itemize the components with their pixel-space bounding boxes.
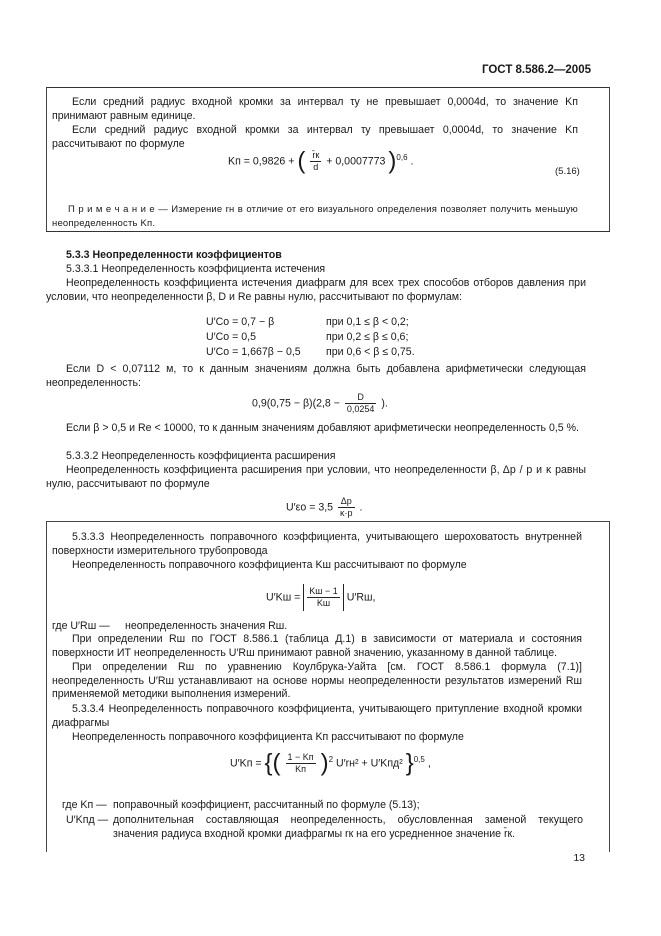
uncertainty-row-3: U′Cо = 1,667β − 0,5	[206, 346, 301, 358]
document-header: ГОСТ 8.586.2—2005	[481, 64, 591, 76]
formula-5-16: Kп = 0,9826 + ( $\frac{r̄к}{d}$ + 0,0007773 )$^{0,6}$ .	[228, 147, 414, 175]
section-heading: 5.3.3 Неопределенности коэффициентов	[66, 249, 282, 261]
page-number: 13	[573, 852, 585, 864]
uncertainty-cond-3: при 0,6 < β ≤ 0,75.	[326, 346, 415, 358]
subsection-5-3-3-1-title: 5.3.3.1 Неопределенность коэффициента истечения	[66, 263, 326, 275]
box1-paragraph-1: Если средний радиус входной кромки за интервал τy не превышает 0,0004d, то значение Kп принимают равным единице.	[52, 96, 578, 122]
uncertainty-cond-2: при 0,2 ≤ β ≤ 0,6;	[326, 331, 409, 343]
where-kп-text: поправочный коэффициент, рассчитанный по формуле (5.13);	[113, 799, 420, 811]
subsection-5-3-3-1-text: Неопределенность коэффициента истечения диафрагм для всех трех способов отборов давления при условии, что неопределенности β, D и Re равны нулю, рассчитывают по формулам:	[46, 277, 586, 303]
where-kп-symbol: где Kп —	[62, 799, 107, 811]
uncertainty-cond-1: при 0,1 ≤ β < 0,2;	[326, 316, 409, 328]
paragraph-d-condition: Если D < 0,07112 м, то к данным значениям должна быть добавлена арифметически следующая неопределенность:	[46, 363, 586, 389]
formula-kп-uncertainty: U′Kп = {( $\frac{1 - Kп}{Kп}$ )$^2$ U′rн² + U′Kпд² }$^{0,5}$ ,	[230, 749, 431, 777]
formula-lhs: Kп = 0,9826 +	[228, 155, 295, 168]
box1-paragraph-2: Если средний радиус входной кромки за интервал τy превышает 0,0004d, то значение Kп рассчитывают по формуле	[52, 124, 578, 150]
note: П р и м е ч а н и е — Измерение rн в отличие от его визуального определения позволяет получить меньшую неопределенность Kп.	[52, 204, 578, 229]
box2-paragraph-3: При определении Rш по ГОСТ 8.586.1 (таблица Д.1) в зависимости от материала и состояния поверхности ИТ неопределенность U′Rш принимают равной значению, указанному в данной таблице.	[52, 633, 582, 659]
uncertainty-row-1: U′Cо = 0,7 − β	[206, 316, 275, 328]
box2-paragraph-6: Неопределенность поправочного коэффициента Kп рассчитывают по формуле	[72, 731, 464, 743]
where-rш-symbol: где U′Rш —	[52, 620, 110, 632]
subsection-5-3-3-2-text: Неопределенность коэффициента расширения при условии, что неопределенности β, Δp / p и κ равны нулю, рассчитывают по формуле	[46, 464, 586, 490]
formula-kш-uncertainty: U′Kш = $\frac{Kш - 1}{Kш}$ U′Rш,	[266, 584, 375, 611]
where-rш-text: неопределенность значения Rш.	[125, 620, 288, 632]
box2-paragraph-2: Неопределенность поправочного коэффициента Kш рассчитывают по формуле	[72, 559, 467, 571]
subsection-5-3-3-3: 5.3.3.3 Неопределенность поправочного коэффициента, учитывающего шероховатость внутренней поверхности измерительного трубопровода	[52, 531, 582, 557]
paragraph-re-condition: Если β > 0,5 и Re < 10000, то к данным значениям добавляют арифметически неопределенность 0,5 %.	[66, 422, 579, 434]
where-kпд-symbol: U′Kпд —	[66, 814, 109, 826]
formula-fraction: $\frac{r̄к}{d}$	[312, 150, 320, 172]
where-kпд-text: дополнительная составляющая неопределенность, обусловленная заменой текущего значения радиуса входной кромки диафрагмы rк на его усредненное значение r̄к.	[113, 814, 583, 840]
uncertainty-row-2: U′Cо = 0,5	[206, 331, 256, 343]
equation-number: (5.16)	[555, 166, 580, 177]
subsection-5-3-3-2-title: 5.3.3.2 Неопределенность коэффициента расширения	[66, 450, 336, 462]
formula-expansion: U′εо = 3,5 $\frac{\Delta p}{\kappa\cdot p}$ .	[286, 496, 363, 518]
box2-paragraph-4: При определении Rш по уравнению Коулбрука-Уайта [см. ГОСТ 8.586.1 формула (7.1)] неопределенность U′Rш устанавливают на основе нормы неопределенности результатов измерений Rш применяемой методики выполнения измерений.	[52, 661, 582, 701]
formula-d-addition: 0,9(0,75 − β)(2,8 − $\frac{D}{0,0254}$ ).	[252, 392, 388, 414]
subsection-5-3-3-4: 5.3.3.4 Неопределенность поправочного коэффициента, учитывающего притупление входной кромки диафрагмы	[52, 703, 582, 729]
